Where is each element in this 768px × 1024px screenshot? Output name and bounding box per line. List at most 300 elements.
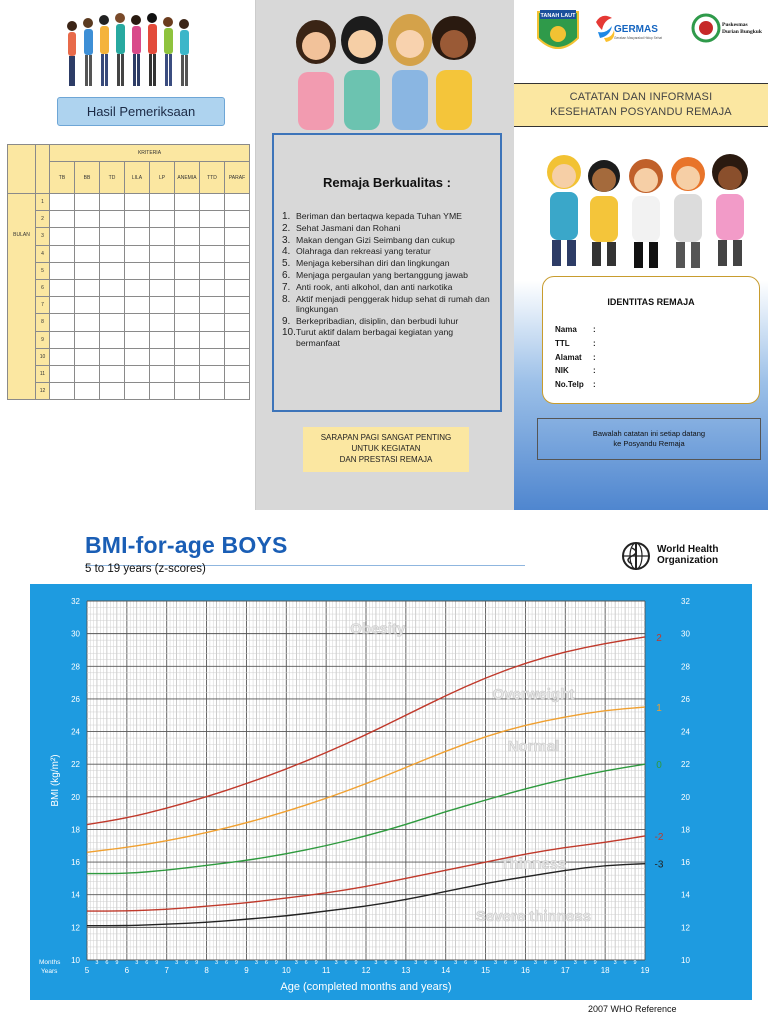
table-cell-td[interactable] [100, 262, 125, 279]
table-cell-anemia[interactable] [175, 211, 200, 228]
column-header-lp: LP [150, 162, 175, 194]
y-tick-label-left: 12 [71, 923, 80, 933]
table-cell-anemia[interactable] [175, 314, 200, 331]
table-cell-lp[interactable] [150, 211, 175, 228]
table-cell-lp[interactable] [150, 245, 175, 262]
table-cell-td[interactable] [100, 297, 125, 314]
x-tick-label: 17 [560, 966, 570, 975]
y-tick-label-right: 22 [681, 760, 690, 770]
month-tick-label: 9 [513, 960, 517, 966]
y-tick-label-left: 28 [71, 662, 80, 672]
y-tick-label-left: 22 [71, 760, 80, 770]
hasil-pemeriksaan-button[interactable] [57, 97, 225, 126]
table-cell-ttd[interactable] [200, 279, 225, 296]
table-cell-bb[interactable] [75, 194, 100, 211]
month-tick-label: 3 [494, 960, 498, 966]
month-tick-label: 6 [384, 960, 388, 966]
table-cell-paraf[interactable] [225, 279, 250, 296]
month-tick-label: 9 [354, 960, 358, 966]
x-tick-label: 11 [321, 966, 331, 975]
month-tick-label: 9 [195, 960, 199, 966]
girl-figure-3 [388, 14, 432, 130]
table-cell-ttd[interactable] [200, 331, 225, 348]
zone-label: Thinness [500, 855, 567, 873]
zone-label: Obesity [350, 620, 406, 638]
field-label: Alamat [555, 352, 582, 362]
field-separator: : [593, 352, 596, 362]
list-item-text: Menjaga kebersihan diri dan lingkungan [296, 258, 450, 269]
row-number: 6 [36, 279, 50, 296]
row-number: 8 [36, 314, 50, 331]
who-globe-icon [620, 540, 652, 572]
person-figure-8 [179, 19, 189, 86]
list-item [282, 327, 492, 347]
table-cell-paraf[interactable] [225, 331, 250, 348]
table-cell-tb[interactable] [50, 211, 75, 228]
table-cell-paraf[interactable] [225, 228, 250, 245]
list-item-text: Aktif menjadi penggerak hidup sehat di rumah dan lingkungan [296, 293, 490, 314]
y-tick-label-right: 12 [681, 923, 690, 933]
y-tick-label-left: 32 [71, 597, 80, 606]
row-number: 5 [36, 262, 50, 279]
list-item-number: 6. [282, 269, 291, 281]
row-number: 3 [36, 228, 50, 245]
row-number: 10 [36, 348, 50, 365]
table-cell-paraf[interactable] [225, 262, 250, 279]
y-tick-label-left: 26 [71, 694, 80, 704]
table-cell-lp[interactable] [150, 194, 175, 211]
list-item-text: Makan dengan Gizi Seimbang dan cukup [296, 234, 455, 245]
table-cell-tb[interactable] [50, 331, 75, 348]
row-number: 4 [36, 245, 50, 262]
table-cell-ttd[interactable] [200, 297, 225, 314]
field-separator: : [593, 325, 596, 334]
month-tick-label: 3 [215, 960, 219, 966]
table-cell-bb[interactable] [75, 383, 100, 400]
kid-figure-3 [629, 159, 663, 268]
table-cell-tb[interactable] [50, 194, 75, 211]
table-cell-paraf[interactable] [225, 348, 250, 365]
table-cell-paraf[interactable] [225, 194, 250, 211]
table-cell-anemia[interactable] [175, 279, 200, 296]
month-tick-label: 9 [553, 960, 557, 966]
month-tick-label: 6 [583, 960, 587, 966]
table-cell-paraf[interactable] [225, 245, 250, 262]
table-cell-lp[interactable] [150, 348, 175, 365]
table-cell-tb[interactable] [50, 348, 75, 365]
table-cell-lila[interactable] [125, 314, 150, 331]
list-item [282, 223, 492, 233]
identitas-field-alamat[interactable] [555, 351, 596, 365]
field-label: No.Telp [555, 380, 584, 390]
table-row [8, 348, 250, 365]
table-row [8, 365, 250, 382]
field-label: Nama [555, 325, 577, 334]
table-cell-anemia[interactable] [175, 228, 200, 245]
table-cell-lila[interactable] [125, 279, 150, 296]
bmi-for-age-panel [0, 510, 768, 1024]
month-tick-label: 6 [264, 960, 268, 966]
list-item-number: 4. [282, 246, 291, 258]
month-tick-label: 3 [175, 960, 179, 966]
hasil-pemeriksaan-label: Hasil Pemeriksaan [86, 104, 196, 119]
table-cell-td[interactable] [100, 211, 125, 228]
column-header-lila: LILA [125, 162, 150, 194]
table-cell-ttd[interactable] [200, 314, 225, 331]
month-tick-label: 6 [224, 960, 229, 966]
month-tick-label: 9 [274, 960, 278, 966]
table-cell-td[interactable] [100, 365, 125, 382]
table-cell-td[interactable] [100, 245, 125, 262]
series-label: -3 [654, 859, 664, 871]
who-line-2: Organization [657, 555, 719, 566]
table-row [8, 262, 250, 279]
months-label: Months [39, 959, 61, 966]
list-item-text: Sehat Jasmani dan Rohani [296, 222, 401, 233]
table-cell-lp[interactable] [150, 279, 175, 296]
panel-remaja-berkualitas [256, 0, 514, 510]
list-item-number: 9. [282, 315, 291, 327]
table-cell-bb[interactable] [75, 297, 100, 314]
table-cell-bb[interactable] [75, 314, 100, 331]
identitas-fields [555, 323, 596, 392]
row-number: 9 [36, 331, 50, 348]
table-cell-anemia[interactable] [175, 383, 200, 400]
catatan-header [514, 83, 768, 127]
y-tick-label-right: 14 [681, 890, 690, 900]
list-item [282, 211, 492, 221]
table-cell-paraf[interactable] [225, 365, 250, 382]
table-cell-tb[interactable] [50, 297, 75, 314]
table-row [8, 279, 250, 296]
who-reference: 2007 WHO Reference [588, 1004, 677, 1014]
person-figure-5 [131, 15, 141, 86]
teen-girls-illustration [286, 12, 482, 130]
month-tick-label: 3 [254, 960, 258, 966]
x-tick-label: 9 [244, 966, 249, 975]
identitas-field-notelp[interactable] [555, 378, 596, 392]
table-cell-anemia[interactable] [175, 194, 200, 211]
y-tick-label-right: 28 [681, 662, 690, 672]
list-item [282, 270, 492, 280]
month-tick-label: 3 [294, 960, 298, 966]
list-item [282, 235, 492, 245]
tanah-laut-logo-icon [538, 10, 578, 48]
month-tick-label: 9 [155, 960, 159, 966]
table-cell-lila[interactable] [125, 365, 150, 382]
kriteria-header: KRITERIA [50, 145, 250, 162]
table-cell-lila[interactable] [125, 331, 150, 348]
table-cell-tb[interactable] [50, 245, 75, 262]
table-cell-tb[interactable] [50, 365, 75, 382]
table-cell-td[interactable] [100, 348, 125, 365]
person-figure-4 [115, 13, 125, 86]
table-cell-td[interactable] [100, 194, 125, 211]
month-tick-label: 6 [424, 960, 428, 966]
person-figure-2 [83, 18, 93, 86]
row-number: 2 [36, 211, 50, 228]
table-cell-lp[interactable] [150, 383, 175, 400]
table-cell-ttd[interactable] [200, 262, 225, 279]
x-tick-label: 10 [281, 966, 291, 975]
x-axis-label: Age (completed months and years) [280, 981, 452, 993]
month-tick-label: 6 [543, 960, 547, 966]
sarapan-line-3: DAN PRESTASI REMAJA [339, 455, 433, 464]
sarapan-line-1: SARAPAN PAGI SANGAT PENTING [320, 433, 452, 442]
table-cell-paraf[interactable] [225, 314, 250, 331]
bmi-chart [0, 510, 768, 1024]
kid-figure-2 [588, 160, 620, 266]
table-cell-bb[interactable] [75, 331, 100, 348]
y-tick-label-left: 16 [71, 858, 80, 868]
table-row [8, 297, 250, 314]
table-cell-tb[interactable] [50, 279, 75, 296]
remaja-berkualitas-list [282, 211, 492, 349]
field-label: NIK [555, 366, 569, 376]
zone-label: Severe thinness [475, 907, 591, 925]
month-tick-label: 6 [185, 960, 189, 966]
table-cell-td[interactable] [100, 279, 125, 296]
table-cell-bb[interactable] [75, 262, 100, 279]
list-item-text: Turut aktif dalam berbagai kegiatan yang bermanfaat [296, 327, 454, 348]
x-tick-label: 12 [361, 966, 371, 975]
bawalah-note [537, 418, 761, 460]
month-tick-label: 9 [314, 960, 318, 966]
column-header-bb: BB [75, 162, 100, 194]
zone-label: Normal [507, 738, 560, 756]
kid-figure-1 [547, 155, 581, 266]
zone-label: Overweight [492, 685, 575, 703]
month-tick-label: 9 [593, 960, 597, 966]
row-number: 1 [36, 194, 50, 211]
identitas-remaja-box [542, 276, 760, 404]
y-tick-label-right: 16 [681, 858, 690, 868]
table-row [8, 194, 250, 211]
person-figure-1 [67, 21, 77, 86]
x-tick-label: 13 [401, 966, 411, 975]
table-cell-lila[interactable] [125, 262, 150, 279]
table-cell-td[interactable] [100, 228, 125, 245]
table-cell-bb[interactable] [75, 365, 100, 382]
table-cell-tb[interactable] [50, 262, 75, 279]
list-item [282, 294, 492, 314]
list-item-text: Beriman dan bertaqwa kepada Tuhan YME [296, 211, 462, 221]
table-cell-bb[interactable] [75, 348, 100, 365]
y-tick-label-right: 24 [681, 727, 690, 737]
month-tick-label: 3 [533, 960, 537, 966]
month-tick-label: 6 [623, 960, 627, 966]
month-tick-label: 3 [374, 960, 378, 966]
table-cell-lp[interactable] [150, 331, 175, 348]
table-row [8, 211, 250, 228]
table-cell-anemia[interactable] [175, 365, 200, 382]
month-tick-label: 3 [334, 960, 338, 966]
series-label: 0 [656, 760, 662, 772]
column-header-anemia: ANEMIA [175, 162, 200, 194]
identitas-field-ttl[interactable] [555, 337, 596, 351]
y-tick-label-right: 10 [681, 956, 690, 965]
table-cell-td[interactable] [100, 314, 125, 331]
list-item-number: 5. [282, 258, 291, 270]
month-tick-label: 9 [394, 960, 398, 966]
table-cell-ttd[interactable] [200, 383, 225, 400]
table-cell-lila[interactable] [125, 228, 150, 245]
kids-illustration [542, 150, 752, 280]
month-tick-label: 6 [105, 960, 109, 966]
y-tick-label-right: 26 [681, 694, 690, 704]
list-item-number: 2. [282, 222, 291, 234]
series-label: -2 [654, 831, 664, 843]
list-item-number: 3. [282, 234, 291, 246]
remaja-berkualitas-title: Remaja Berkualitas : [323, 175, 451, 190]
table-cell-td[interactable] [100, 383, 125, 400]
panel-cover [514, 0, 768, 510]
month-tick-label: 6 [145, 960, 149, 966]
list-item-text: Anti rook, anti alkohol, dan anti narkotika [296, 281, 453, 292]
bmi-subtitle: 5 to 19 years (z-scores) [85, 563, 206, 575]
month-tick-label: 3 [135, 960, 139, 966]
puskesmas-logo-icon [693, 15, 763, 41]
table-cell-tb[interactable] [50, 314, 75, 331]
row-number: 11 [36, 365, 50, 382]
table-cell-lila[interactable] [125, 211, 150, 228]
table-cell-tb[interactable] [50, 228, 75, 245]
x-tick-label: 15 [481, 966, 491, 975]
table-row [8, 383, 250, 400]
row-number: 12 [36, 383, 50, 400]
logo-bar [534, 8, 764, 58]
germas-sub-text: Gerakan Masyarakat Hidup Sehat [614, 36, 663, 40]
who-line-1: World Health [657, 544, 719, 555]
girl-figure-1 [296, 20, 336, 130]
table-cell-bb[interactable] [75, 211, 100, 228]
table-row [8, 331, 250, 348]
month-tick-label: 9 [474, 960, 478, 966]
table-cell-lp[interactable] [150, 365, 175, 382]
catatan-line-2: KESEHATAN POSYANDU REMAJA [550, 106, 732, 118]
kid-figure-5 [712, 154, 748, 266]
germas-text: GERMAS [614, 24, 658, 35]
y-tick-label-left: 14 [71, 890, 80, 900]
table-cell-td[interactable] [100, 331, 125, 348]
table-cell-lp[interactable] [150, 228, 175, 245]
table-cell-ttd[interactable] [200, 194, 225, 211]
month-tick-label: 6 [304, 960, 308, 966]
table-cell-tb[interactable] [50, 383, 75, 400]
bmi-title: BMI-for-age BOYS [85, 532, 288, 558]
table-cell-anemia[interactable] [175, 297, 200, 314]
table-cell-paraf[interactable] [225, 211, 250, 228]
series-label: 2 [656, 632, 662, 644]
y-tick-label-right: 32 [681, 597, 690, 606]
who-name [657, 544, 718, 566]
table-cell-bb[interactable] [75, 245, 100, 262]
y-tick-label-left: 18 [71, 825, 80, 835]
column-header-ttd: TTD [200, 162, 225, 194]
table-cell-anemia[interactable] [175, 348, 200, 365]
x-tick-label: 7 [164, 966, 169, 975]
table-cell-lila[interactable] [125, 297, 150, 314]
identitas-field-nama[interactable] [555, 323, 596, 337]
x-tick-label: 5 [84, 966, 90, 975]
girl-figure-2 [341, 16, 383, 130]
column-header-tb: TB [50, 162, 75, 194]
column-header-td: TD [100, 162, 125, 194]
table-cell-lila[interactable] [125, 194, 150, 211]
x-tick-label: 8 [204, 966, 209, 975]
table-cell-paraf[interactable] [225, 297, 250, 314]
person-figure-3 [99, 15, 109, 86]
table-cell-bb[interactable] [75, 228, 100, 245]
table-cell-ttd[interactable] [200, 245, 225, 262]
list-item-number: 10. [282, 327, 296, 339]
field-separator: : [593, 380, 596, 390]
table-row [8, 245, 250, 262]
durian-bungkuk-text: Durian Bungkuk [722, 29, 762, 35]
table-cell-ttd[interactable] [200, 228, 225, 245]
table-cell-lila[interactable] [125, 348, 150, 365]
x-tick-label: 16 [520, 966, 530, 975]
puskesmas-text: Puskesmas [722, 22, 748, 28]
years-label: Years [41, 968, 58, 975]
sarapan-line-2: UNTUK KEGIATAN [351, 444, 421, 453]
month-tick-label: 6 [344, 960, 348, 966]
month-tick-label: 3 [414, 960, 418, 966]
list-item-number: 1. [282, 211, 291, 222]
identitas-remaja-title: IDENTITAS REMAJA [607, 297, 695, 307]
row-number: 7 [36, 297, 50, 314]
table-cell-ttd[interactable] [200, 365, 225, 382]
table-cell-bb[interactable] [75, 279, 100, 296]
table-cell-lp[interactable] [150, 262, 175, 279]
month-tick-label: 6 [503, 960, 508, 966]
month-tick-label: 3 [613, 960, 617, 966]
list-item-text: Olahraga dan rekreasi yang teratur [296, 246, 431, 257]
list-item-number: 7. [282, 281, 291, 293]
month-tick-label: 9 [115, 960, 119, 966]
month-tick-label: 9 [633, 960, 637, 966]
list-item-text: Menjaga pergaulan yang bertanggung jawab [296, 269, 468, 280]
month-tick-label: 3 [95, 960, 99, 966]
table-cell-anemia[interactable] [175, 262, 200, 279]
catatan-line-1: CATATAN DAN INFORMASI [569, 91, 713, 103]
kid-figure-4 [671, 157, 705, 268]
table-cell-lp[interactable] [150, 297, 175, 314]
identitas-field-nik[interactable] [555, 364, 596, 378]
table-cell-lila[interactable] [125, 383, 150, 400]
y-tick-label-left: 10 [71, 956, 80, 965]
table-cell-anemia[interactable] [175, 331, 200, 348]
list-item-text: Berkepribadian, disiplin, dan berbudi luhur [296, 315, 459, 326]
table-cell-ttd[interactable] [200, 348, 225, 365]
x-tick-label: 19 [640, 966, 650, 975]
table-cell-lp[interactable] [150, 314, 175, 331]
field-separator: : [593, 366, 596, 376]
x-tick-label: 18 [600, 966, 610, 975]
y-tick-label-right: 20 [681, 792, 690, 802]
month-tick-label: 3 [573, 960, 577, 966]
person-figure-7 [163, 17, 173, 86]
table-corner-num [36, 145, 50, 194]
x-tick-label: 6 [124, 966, 130, 975]
table-cell-paraf[interactable] [225, 383, 250, 400]
series-label: 1 [656, 703, 662, 715]
table-cell-lila[interactable] [125, 245, 150, 262]
field-separator: : [593, 338, 596, 348]
list-item [282, 258, 492, 268]
table-cell-anemia[interactable] [175, 245, 200, 262]
table-cell-ttd[interactable] [200, 211, 225, 228]
